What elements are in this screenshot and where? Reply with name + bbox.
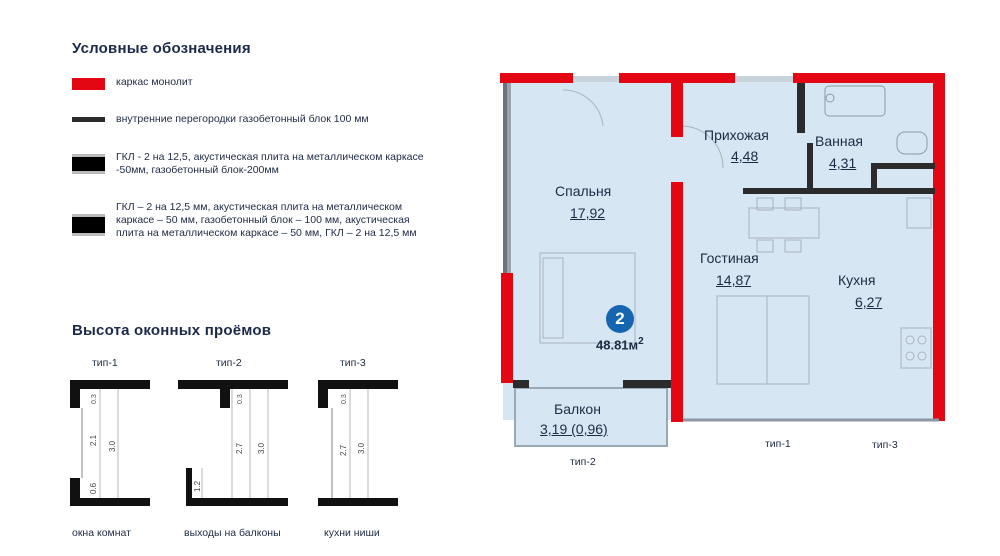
room-name-bathroom: Ванная [815, 133, 863, 149]
window-type-2-caption: выходы на балконы [184, 527, 281, 539]
window-type-1-dim-top: 0.3 [91, 394, 98, 404]
partition-balcony-right [623, 380, 671, 388]
window-type-3-dim-total: 3.0 [357, 442, 366, 454]
legend-item-gkl-100: ГКЛ – 2 на 12,5 мм, акустическая плита на металлическом каркасе – 50 мм, газобетонный блок – 100 мм, акустическая плита на металлическом каркасе – 50 мм, ГКЛ – 2 на 12,5 мм [116, 201, 417, 239]
area-unit-superscript: 2 [638, 336, 644, 347]
room-name-hallway: Прихожая [704, 127, 769, 143]
partition-bath-side [807, 143, 813, 188]
window-type-2-dim-rail: 1.2 [193, 480, 202, 492]
window-type-3-dim-opening: 2.7 [339, 444, 348, 456]
legend-title: Условные обозначения [72, 40, 251, 57]
balcony-floor [515, 388, 667, 446]
window-type-3-diagram [318, 374, 398, 514]
window-type-1-label: тип-1 [92, 357, 118, 369]
window-type-2-diagram [178, 374, 288, 514]
window-tag-type-2: тип-2 [570, 456, 596, 468]
room-area-bathroom: 4,31 [829, 155, 857, 171]
window-type-2-dim-opening: 2.7 [235, 442, 244, 454]
partition-balcony-left [513, 380, 529, 388]
partition-hall-kitchen [743, 188, 935, 194]
room-area-living-room: 14,87 [716, 272, 752, 288]
window-type-3-label: тип-3 [340, 357, 366, 369]
window-type-2-dim-top: 0.3 [237, 394, 244, 404]
legend-item-gkl-200: ГКЛ - 2 на 12,5, акустическая плита на металлическом каркасе -50мм, газобетонный блок-200мм [116, 151, 424, 176]
apartment-total-area-value: 48.81м [596, 337, 639, 353]
apartment-total-area [596, 336, 644, 352]
window-type-1-diagram [70, 374, 150, 514]
window-type-3-dim-top: 0.3 [341, 394, 348, 404]
swatch-partition [72, 117, 105, 122]
windows-title: Высота оконных проёмов [72, 322, 272, 339]
wall-monolith-top-left [500, 73, 573, 83]
window-type-1-dim-opening: 2.1 [89, 434, 98, 446]
swatch-gkl-100 [72, 214, 105, 236]
wall-monolith-inner-top [671, 73, 683, 137]
window-type-1-dim-total: 3.0 [108, 440, 117, 452]
window-type-1-dim-sill: 0.6 [89, 482, 98, 494]
swatch-monolith [72, 78, 105, 90]
room-area-balcony: 3,19 (0,96) [540, 421, 608, 437]
room-area-hallway: 4,48 [731, 148, 759, 164]
window-type-1-caption: окна комнат [72, 527, 131, 539]
room-name-kitchen: Кухня [838, 272, 876, 288]
window-type-2-label: тип-2 [216, 357, 242, 369]
wall-monolith-left [501, 273, 513, 383]
wall-monolith-inner [671, 182, 683, 422]
legend-item-monolith: каркас монолит [116, 76, 193, 88]
window-type-2-dim-total: 3.0 [257, 442, 266, 454]
window-type-3-caption: кухни ниши [324, 527, 380, 539]
window-tag-type-3: тип-3 [872, 439, 898, 451]
legend-item-partition: внутренние перегородки газобетонный блок 100 мм [116, 113, 369, 125]
room-name-living-room: Гостиная [700, 250, 759, 266]
room-name-balcony: Балкон [554, 401, 601, 417]
window-tag-type-1: тип-1 [765, 438, 791, 450]
room-name-bedroom: Спальня [555, 183, 612, 199]
swatch-gkl-200 [72, 154, 105, 174]
room-area-bedroom: 17,92 [570, 205, 606, 221]
apartment-number-badge: 2 [606, 305, 634, 333]
wall-monolith-right [933, 73, 945, 421]
room-area-kitchen: 6,27 [855, 294, 883, 310]
wall-monolith-top-right [793, 73, 945, 83]
partition-bath-top [797, 83, 805, 133]
